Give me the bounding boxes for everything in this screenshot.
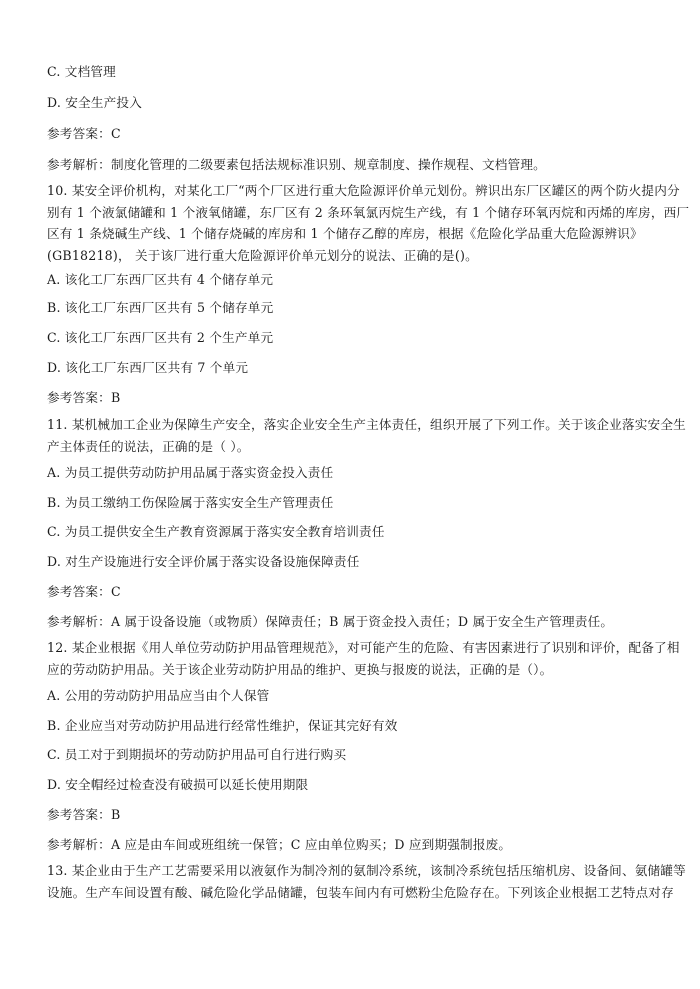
question-13 xyxy=(47,860,686,903)
answer-11: 参考答案：C xyxy=(47,584,121,599)
question-10-line: 区有 1 条烧碱生产线、1 个储存烧碱的库房和 1 个储存乙醇的库房，根据《危险化学品重大危险源辨识》 xyxy=(47,226,643,241)
answer-9: 参考答案：C xyxy=(47,126,121,141)
option-10-d: D. 该化工厂东西厂区共有 7 个单元 xyxy=(47,360,249,375)
explanation-12: 参考解析：A 应是由车间或班组统一保管；C 应由单位购买；D 应到期强制报废。 xyxy=(47,837,512,852)
question-13-line: 设施。生产车间设置有酸、碱危险化学品储罐，包装车间内有可燃粉尘危险存在。下列该企业根据工艺特点对存 xyxy=(47,884,674,900)
question-10 xyxy=(47,180,690,266)
question-13-line: 13. 某企业由于生产工艺需要采用以液氨作为制冷剂的氨制冷系统，该制冷系统包括压缩机房、设备间、氨储罐等 xyxy=(47,863,686,878)
option-10-c: C. 该化工厂东西厂区共有 2 个生产单元 xyxy=(47,330,274,345)
question-11 xyxy=(47,414,686,457)
question-12-line: 12. 某企业根据《用人单位劳动防护用品管理规范》，对可能产生的危险、有害因素进行了识别和评价，配备了相 xyxy=(47,640,680,655)
option-11-d: D. 对生产设施进行安全评价属于落实设备设施保障责任 xyxy=(47,554,360,569)
option-11-c: C. 为员工提供安全生产教育资源属于落实安全教育培训责任 xyxy=(47,524,385,539)
option-d-prev: D. 安全生产投入 xyxy=(47,95,143,110)
question-10-line: 10. 某安全评价机构，对某化工厂“两个厂区进行重大危险源评价单元划份。辨识出东厂区罐区的两个防火提内分 xyxy=(47,183,680,198)
option-10-b: B. 该化工厂东西厂区共有 5 个储存单元 xyxy=(47,300,274,315)
explanation-9: 参考解析：制度化管理的二级要素包括法规标准识别、规章制度、操作规程、文档管理。 xyxy=(47,157,546,172)
explanation-11: 参考解析：A 属于设备设施（或物质）保障责任；B 属于资金投入责任；D 属于安全生产管理责任。 xyxy=(47,614,614,629)
option-12-d: D. 安全帽经过检查没有破损可以延长使用期限 xyxy=(47,777,309,792)
option-11-b: B. 为员工缴纳工伤保险属于落实安全生产管理责任 xyxy=(47,495,334,510)
answer-12: 参考答案：B xyxy=(47,807,121,822)
option-11-a: A. 为员工提供劳动防护用品属于落实资金投入责任 xyxy=(47,465,334,480)
question-10-line: 别有 1 个液氯储罐和 1 个液氧储罐，东厂区有 2 条环氧氯丙烷生产线，有 1 个储存环氧丙烷和丙烯的库房，西厂 xyxy=(47,204,690,220)
question-11-line: 产主体责任的说法，正确的是（ ）。 xyxy=(47,438,250,454)
question-10-line: (GB18218)， 关于该厂进行重大危险源评价单元划分的说法、正确的是()。 xyxy=(47,247,478,263)
option-c-prev: C. 文档管理 xyxy=(47,64,116,79)
question-12-line: 应的劳动防护用品。关于该企业劳动防护用品的维护、更换与报废的说法，正确的是（）。 xyxy=(47,661,553,677)
option-10-a: A. 该化工厂东西厂区共有 4 个储存单元 xyxy=(47,272,274,287)
question-12 xyxy=(47,637,680,680)
answer-10: 参考答案：B xyxy=(47,390,121,405)
option-12-b: B. 企业应当对劳动防护用品进行经常性维护，保证其完好有效 xyxy=(47,718,398,733)
question-11-line: 11. 某机械加工企业为保障生产安全，落实企业安全生产主体责任，组织开展了下列工作。关于该企业落实安全生 xyxy=(47,417,686,432)
option-12-c: C. 员工对于到期损坏的劳动防护用品可自行进行购买 xyxy=(47,747,347,762)
option-12-a: A. 公用的劳动防护用品应当由个人保管 xyxy=(47,688,270,703)
